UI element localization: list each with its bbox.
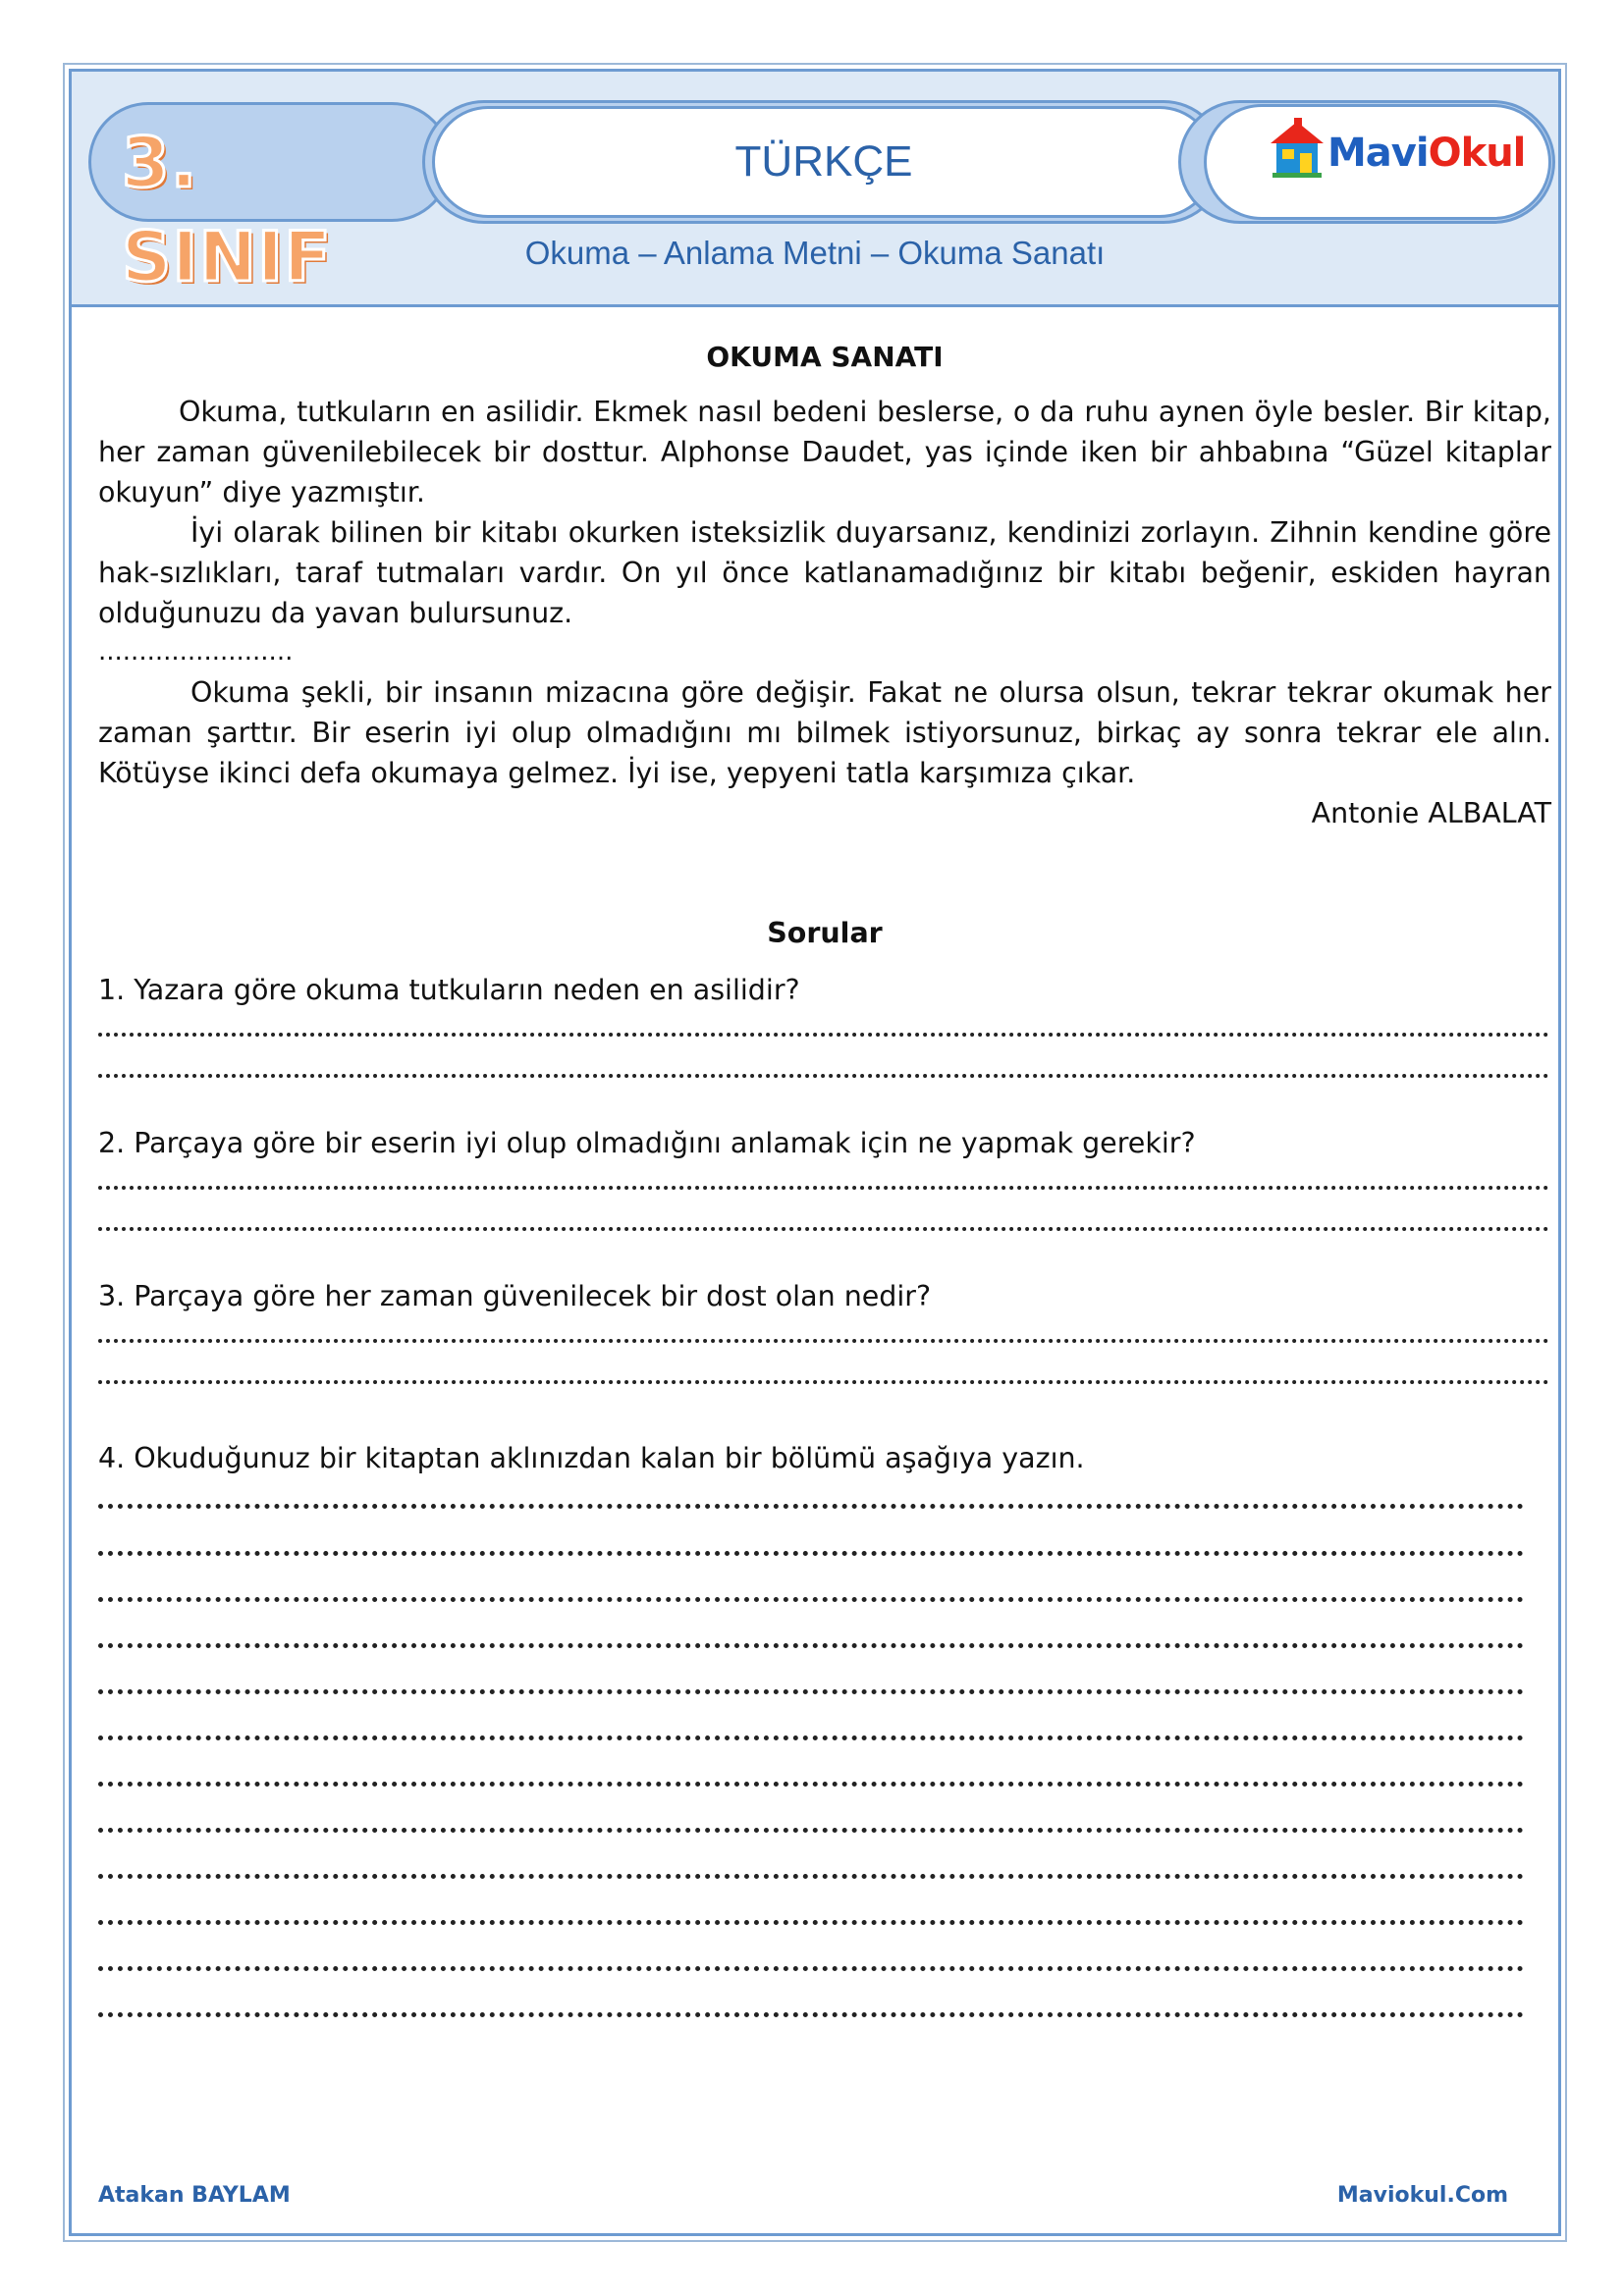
logo-part-mavi: Mavi bbox=[1327, 131, 1429, 176]
question-3: 3. Parçaya göre her zaman güvenilecek bir dost olan nedir? bbox=[98, 1280, 932, 1312]
answer-line-q4-5[interactable] bbox=[98, 1689, 1524, 1694]
answer-line-q1-1[interactable] bbox=[98, 1033, 1549, 1037]
answer-line-q3-2[interactable] bbox=[98, 1380, 1549, 1384]
question-1: 1. Yazara göre okuma tutkuların neden en asilidir? bbox=[98, 974, 800, 1006]
answer-line-q4-6[interactable] bbox=[98, 1735, 1524, 1740]
author-name: Antonie ALBALAT bbox=[1311, 797, 1551, 829]
answer-line-q4-2[interactable] bbox=[98, 1551, 1524, 1556]
questions-title: Sorular bbox=[767, 917, 883, 949]
answer-line-q4-9[interactable] bbox=[98, 1874, 1524, 1879]
answer-line-q4-3[interactable] bbox=[98, 1597, 1524, 1602]
question-4: 4. Okuduğunuz bir kitaptan aklınızdan kalan bir bölümü aşağıya yazın. bbox=[98, 1442, 1085, 1474]
paragraph-3: Okuma şekli, bir insanın mizacına göre değişir. Fakat ne olursa olsun, tekrar tekrar okumak her zaman şarttır. Bir eserin iyi olup olmadığını mı bilmek istiyorsunuz, birkaç ay sonra tekrar ele alın. Kötüyse ikinci defa okumaya gelmez. İyi ise, yepyeni tatla karşımıza çıkar. bbox=[98, 676, 1551, 789]
grade-label: 3. SINIF bbox=[122, 123, 332, 297]
answer-line-q4-1[interactable] bbox=[98, 1504, 1524, 1509]
answer-line-q4-8[interactable] bbox=[98, 1828, 1524, 1833]
answer-line-q4-10[interactable] bbox=[98, 1920, 1524, 1925]
footer-site: Maviokul.Com bbox=[1336, 2183, 1508, 2208]
answer-line-q4-11[interactable] bbox=[98, 1966, 1524, 1971]
house-icon bbox=[1269, 114, 1326, 183]
subject-title: TÜRKÇE bbox=[734, 137, 913, 186]
answer-line-q4-12[interactable] bbox=[98, 2012, 1524, 2017]
site-logo bbox=[1327, 126, 1526, 181]
paragraph-1: Okuma, tutkuların en asilidir. Ekmek nasıl bedeni beslerse, o da ruhu aynen öyle besler. Bir kitap, her zaman güvenilebilecek bir dosttur. Alphonse Daudet, yas içinde iken bir ahbabına “Güzel kitaplar okuyun” diye yazmıştır. bbox=[98, 396, 1551, 508]
answer-line-q2-1[interactable] bbox=[98, 1186, 1549, 1190]
answer-line-q1-2[interactable] bbox=[98, 1074, 1549, 1078]
omitted-text-ellipsis: ........................ bbox=[98, 637, 294, 667]
answer-line-q3-1[interactable] bbox=[98, 1339, 1549, 1343]
paragraph-2: İyi olarak bilinen bir kitabı okurken isteksizlik duyarsanız, kendinizi zorlayın. Zihnin kendine göre hak-sızlıkları, taraf tutmaları vardır. On yıl önce katlanamadığınız bir kitabı beğenir, eskiden hayran olduğunuzu da yavan bulursunuz. bbox=[98, 516, 1551, 629]
question-2: 2. Parçaya göre bir eserin iyi olup olmadığını anlamak için ne yapmak gerekir? bbox=[98, 1127, 1196, 1159]
answer-line-q2-2[interactable] bbox=[98, 1227, 1549, 1231]
answer-line-q4-4[interactable] bbox=[98, 1643, 1524, 1648]
reading-title: OKUMA SANATI bbox=[706, 341, 944, 373]
worksheet-subtitle: Okuma – Anlama Metni – Okuma Sanatı bbox=[524, 235, 1106, 271]
answer-line-q4-7[interactable] bbox=[98, 1782, 1524, 1787]
logo-part-okul: Okul bbox=[1428, 131, 1526, 176]
footer-author: Atakan BAYLAM bbox=[98, 2183, 291, 2208]
